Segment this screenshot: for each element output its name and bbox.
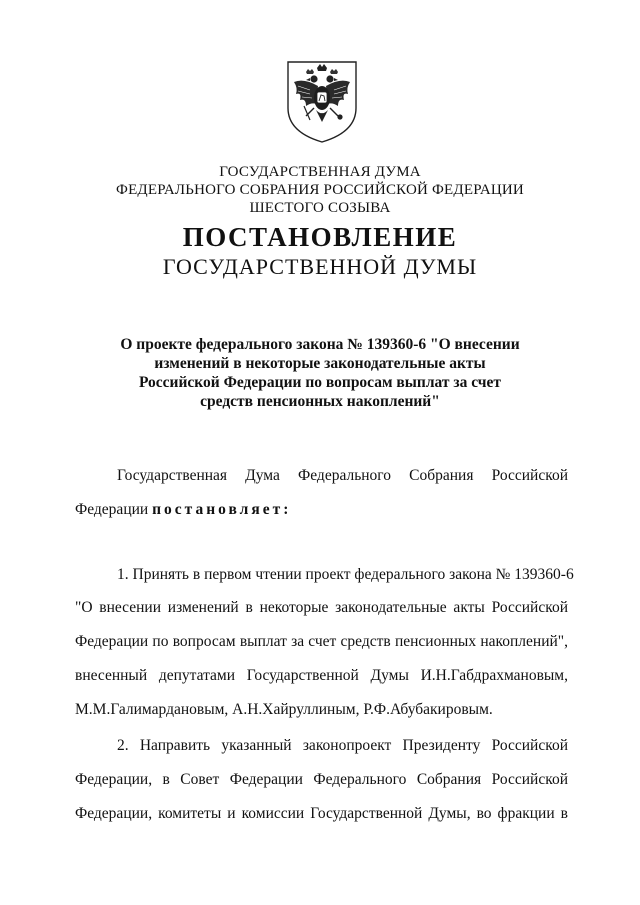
subject-line-4: средств пенсионных накоплений" bbox=[200, 393, 440, 410]
preamble-resolves: постановляет: bbox=[152, 501, 292, 518]
item1-line-3: Федерации по вопросам выплат за счет средств пенсионных накоплений", bbox=[75, 633, 568, 650]
subject-line-3: Российской Федерации по вопросам выплат за счет bbox=[138, 374, 502, 391]
coat-of-arms-emblem bbox=[284, 58, 360, 144]
header-line-3: ШЕСТОГО СОЗЫВА bbox=[249, 200, 391, 216]
document-title: ПОСТАНОВЛЕНИЕ bbox=[182, 222, 458, 252]
item2-line-2: Федерации, в Совет Федерации Федерального Собрания Российской bbox=[75, 771, 568, 788]
item1-line-5: М.М.Галимардановым, А.Н.Хайруллиным, Р.Ф.Абубакировым. bbox=[75, 701, 493, 718]
item2-line-1: 2. Направить указанный законопроект Президенту Российской bbox=[117, 737, 568, 754]
subject-line-2: изменений в некоторые законодательные акты bbox=[154, 355, 486, 372]
preamble-line-2 bbox=[75, 500, 568, 520]
item1-line-4: внесенный депутатами Государственной Думы И.Н.Габдрахмановым, bbox=[75, 667, 568, 684]
item1-line-1: 1. Принять в первом чтении проект федерального закона № 139360-6 bbox=[117, 566, 574, 583]
header-line-2: ФЕДЕРАЛЬНОГО СОБРАНИЯ РОССИЙСКОЙ ФЕДЕРАЦИИ bbox=[116, 182, 524, 198]
document-subtitle: ГОСУДАРСТВЕННОЙ ДУМЫ bbox=[162, 254, 478, 279]
item2-line-3: Федерации, комитеты и комиссии Государственной Думы, во фракции в bbox=[75, 805, 568, 822]
preamble-line-1: Государственная Дума Федерального Собрания Российской bbox=[117, 467, 568, 484]
header-line-1: ГОСУДАРСТВЕННАЯ ДУМА bbox=[219, 164, 421, 180]
item1-line-2: "О внесении изменений в некоторые законодательные акты Российской bbox=[75, 599, 568, 616]
preamble-prefix: Федерации bbox=[75, 501, 153, 518]
subject-line-1: О проекте федерального закона № 139360-6 "О внесении bbox=[120, 336, 520, 353]
